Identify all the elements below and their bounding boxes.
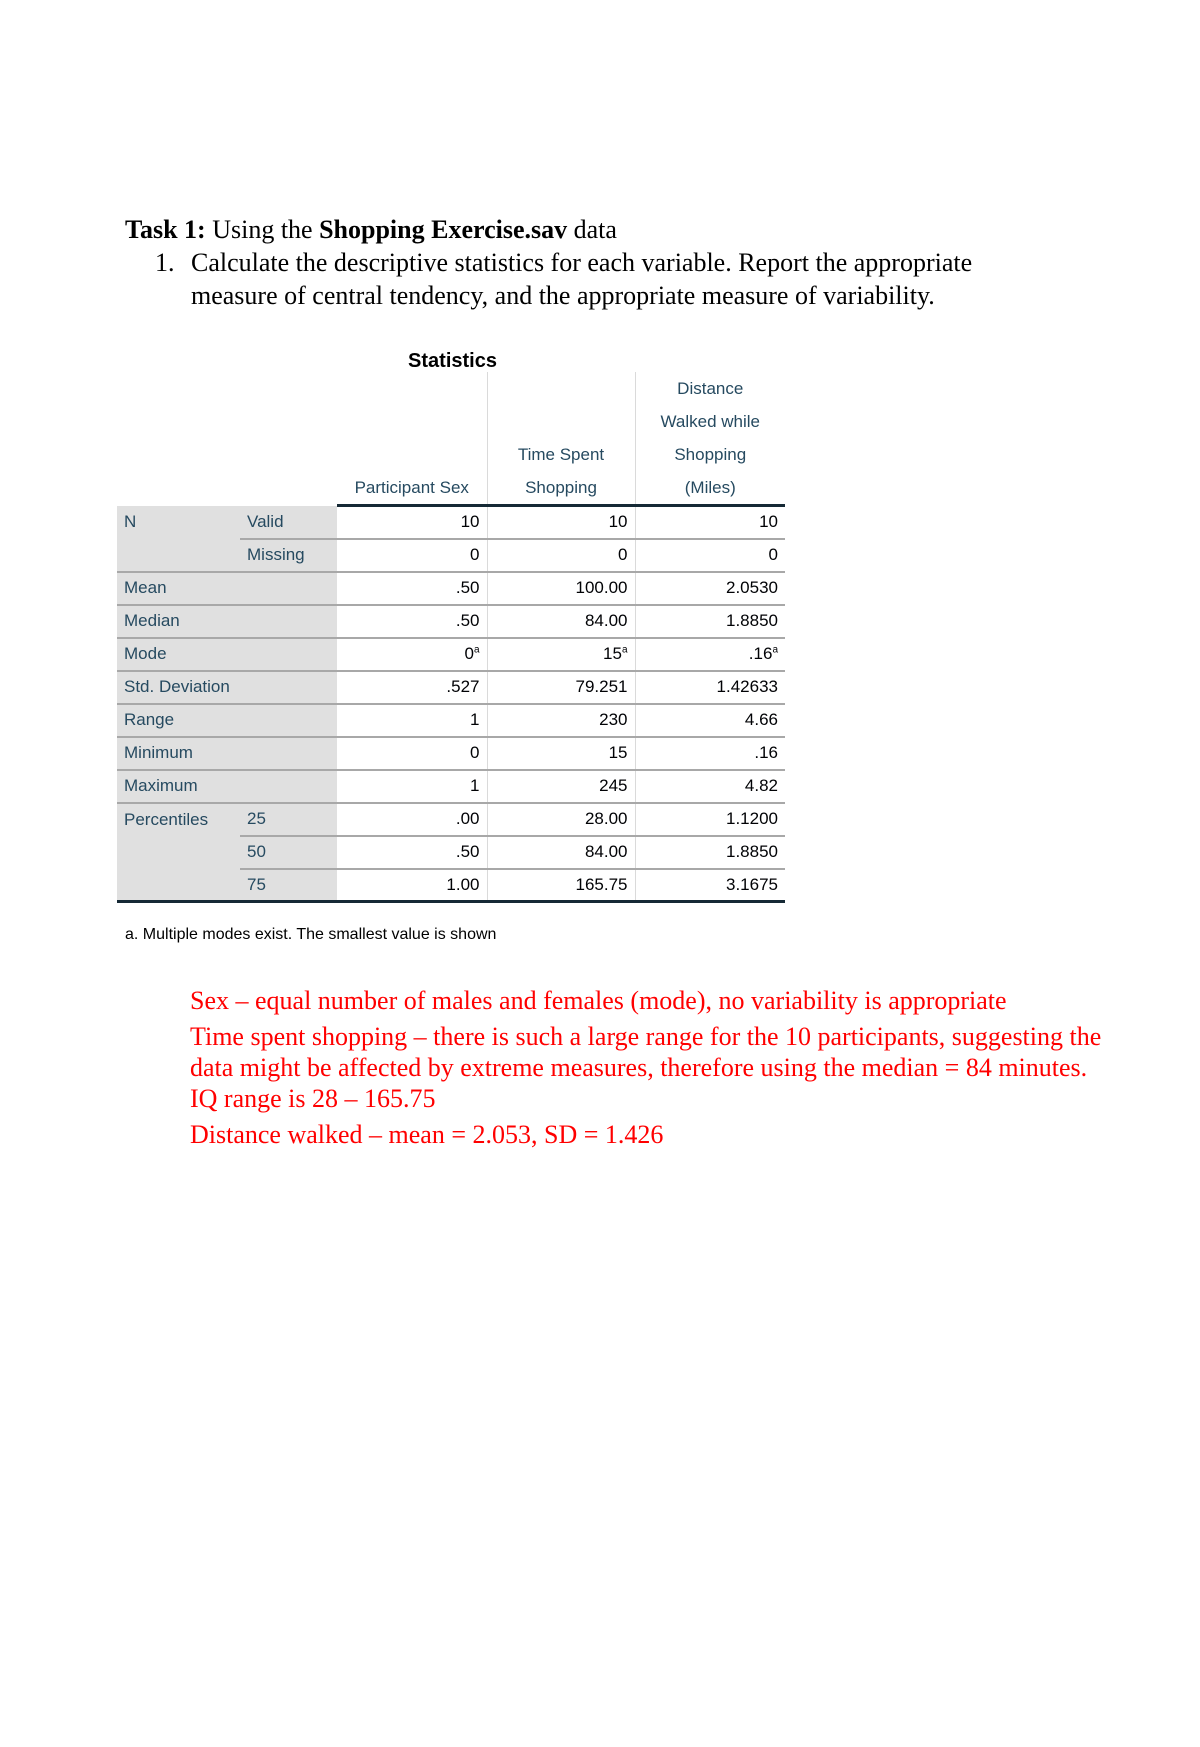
row-sublabel: Missing [240, 539, 337, 572]
table-cell: 245 [487, 770, 635, 803]
column-header: Distance Walked while Shopping (Miles) [635, 372, 785, 506]
row-label: Range [117, 704, 337, 737]
row-label: Std. Deviation [117, 671, 337, 704]
answer-block [190, 985, 1110, 1155]
table-row [117, 803, 785, 836]
table-cell: 0 [337, 539, 487, 572]
table-cell: 10 [635, 506, 785, 539]
row-label: Mean [117, 572, 337, 605]
table-cell: 165.75 [487, 869, 635, 902]
table-footnote: a. Multiple modes exist. The smallest value is shown [125, 926, 497, 943]
table-cell: .50 [337, 836, 487, 869]
table-row [117, 506, 785, 539]
table-cell: 10 [337, 506, 487, 539]
question-text: Calculate the descriptive statistics for each variable. Report the appropriate measure of central tendency, and the appropriate measure of variability. [191, 248, 973, 310]
table-row [117, 605, 785, 638]
question-number: 1. [155, 248, 175, 277]
table-cell: .16$^a$ [635, 638, 785, 671]
table-cell: 84.00 [487, 836, 635, 869]
table-cell: 2.0530 [635, 572, 785, 605]
table-cell: .00 [337, 803, 487, 836]
task-text-1: Using the [205, 215, 320, 244]
table-cell: 28.00 [487, 803, 635, 836]
table-cell: 1.42633 [635, 671, 785, 704]
table-row [117, 539, 785, 572]
row-label: Mode [117, 638, 337, 671]
table-cell: .527 [337, 671, 487, 704]
table-row [117, 869, 785, 902]
table-cell: 230 [487, 704, 635, 737]
file-name: Shopping Exercise.sav [319, 215, 568, 244]
table-title: Statistics [408, 350, 497, 372]
table-row [117, 638, 785, 671]
column-header: Time Spent Shopping [487, 372, 635, 506]
task-heading [125, 214, 617, 246]
column-header: Participant Sex [337, 372, 487, 506]
table-row [117, 572, 785, 605]
footnote-marker: a [473, 644, 480, 656]
table-cell: 0 [337, 737, 487, 770]
table-cell: 4.82 [635, 770, 785, 803]
table-row [117, 737, 785, 770]
answer-distance: Distance walked – mean = 2.053, SD = 1.426 [190, 1120, 664, 1149]
row-label: Median [117, 605, 337, 638]
table-row [117, 770, 785, 803]
table-cell: 1.8850 [635, 605, 785, 638]
table-cell: 4.66 [635, 704, 785, 737]
row-label: Maximum [117, 770, 337, 803]
table-cell: 100.00 [487, 572, 635, 605]
table-cell: 1.1200 [635, 803, 785, 836]
table-cell: 84.00 [487, 605, 635, 638]
row-label: N [117, 506, 240, 539]
table-cell: 1.8850 [635, 836, 785, 869]
table-cell: 1 [337, 770, 487, 803]
row-sublabel: 50 [240, 836, 337, 869]
table-cell: 10 [487, 506, 635, 539]
table-cell: .50 [337, 572, 487, 605]
table-cell: .16 [635, 737, 785, 770]
table-cell: 15 [487, 737, 635, 770]
task-text-2: data [567, 215, 617, 244]
table-cell: 0 [635, 539, 785, 572]
task-label: Task 1: [125, 215, 206, 244]
table-row [117, 836, 785, 869]
table-cell: 1 [337, 704, 487, 737]
row-sublabel: Valid [240, 506, 337, 539]
statistics-table [117, 372, 785, 903]
table-header-row [117, 372, 785, 506]
table-row [117, 704, 785, 737]
table-cell: 3.1675 [635, 869, 785, 902]
row-label: Minimum [117, 737, 337, 770]
footnote-marker: a [621, 644, 628, 656]
row-label: Percentiles [117, 803, 240, 836]
footnote-marker: a [772, 644, 778, 656]
table-cell: .50 [337, 605, 487, 638]
table-cell: 0$^a$ [337, 638, 487, 671]
table-row [117, 671, 785, 704]
row-sublabel: 25 [240, 803, 337, 836]
answer-sex: Sex – equal number of males and females (mode), no variability is appropriate [190, 986, 1007, 1015]
answer-time-spent: Time spent shopping – there is such a large range for the 10 participants, suggesting the data might be affected by extreme measures, therefore using the median = 84 minutes. IQ range is 28 – 165.75 [190, 1022, 1102, 1113]
table-cell: 15$^a$ [487, 638, 635, 671]
table-cell: 79.251 [487, 671, 635, 704]
table-cell: 0 [487, 539, 635, 572]
row-sublabel: 75 [240, 869, 337, 902]
table-cell: 1.00 [337, 869, 487, 902]
